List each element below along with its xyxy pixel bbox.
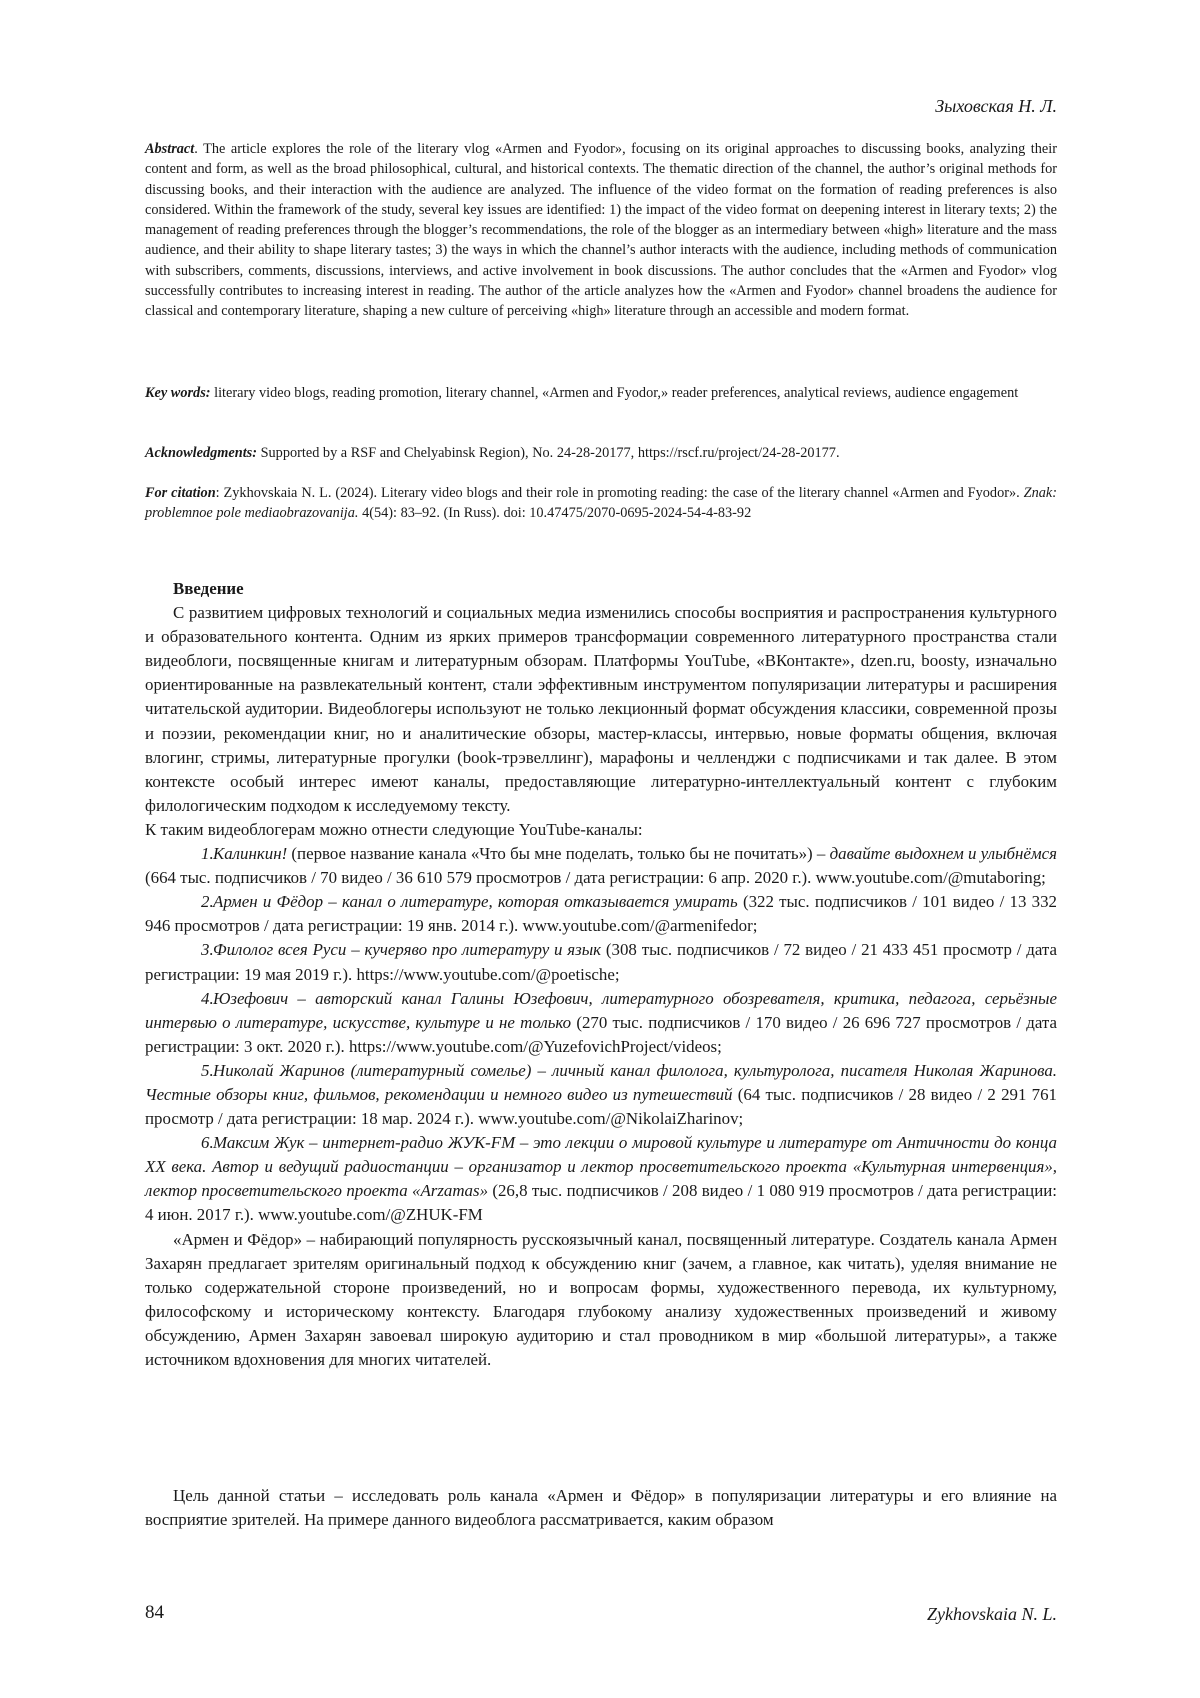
channel-item xyxy=(145,890,1057,938)
main-text xyxy=(145,577,1057,1372)
running-footer-author: Zykhovskaia N. L. xyxy=(927,1604,1057,1624)
channel-details: (322 тыс. подписчиков / 101 видео / 13 332 946 просмотров / дата регистрации: 19 янв. 2014 г.). www.youtube.com/@armenifedor; xyxy=(145,892,1058,936)
channel-subtitle: – давайте выдохнем и улыбнёмся xyxy=(816,844,1058,864)
channel-title: Калинкин! xyxy=(213,844,288,864)
channel-item xyxy=(145,1059,1057,1131)
channel-stats: (664 тыс. подписчиков / 70 видео / 36 610 579 просмотров / дата регистрации: 6 апр. 2020 г.). www.youtube.com/@mutaboring; xyxy=(145,868,1046,888)
citation-text-2: 4(54): 83–92. (In Russ). doi: 10.47475/2070-0695-2024-54-4-83-92 xyxy=(358,505,752,522)
acknowledgments-label: Acknowledgments: xyxy=(145,445,257,461)
channel-list xyxy=(145,842,1057,1228)
channel-details: (64 тыс. подписчиков / 28 видео / 2 291 761 просмотр / дата регистрации: 18 мар. 2024 г.). www.youtube.com/@NikolaiZharinov; xyxy=(145,1084,1058,1129)
section-title: Введение xyxy=(173,579,244,598)
channel-item xyxy=(145,987,1057,1059)
keywords-label: Key words: xyxy=(145,385,211,401)
channel-item xyxy=(145,842,1057,890)
channel-title: Филолог всея Руси – кучеряво про литературу и язык xyxy=(213,940,602,960)
channel-title: Армен и Фёдор – канал о литературе, которая отказывается умирать xyxy=(213,892,738,912)
acknowledgments-text: Supported by a RSF and Chelyabinsk Region), No. 24-28-20177, https://rscf.ru/project/24-28-20177. xyxy=(257,445,840,461)
keywords-text: literary video blogs, reading promotion, literary channel, «Armen and Fyodor,» reader preferences, analytical reviews, audience engagement xyxy=(210,385,1019,401)
channel-number: 5. xyxy=(201,1060,214,1080)
citation-journal: Znak: problemnoe pole mediaobrazovanija. xyxy=(145,485,1057,522)
citation-text-1: : Zykhovskaia N. L. (2024). Literary video blogs and their role in promoting reading: the case of the literary channel «Armen and Fyodor». xyxy=(215,485,1024,501)
channel-title: Николай Жаринов (литературный сомелье) – личный канал филолога, культуролога, писателя Николая Жаринова. Честные обзоры книг, фильмов, рекомендации и немного видео из путешествий xyxy=(145,1060,1057,1104)
channel-details: (270 тыс. подписчиков / 170 видео / 26 696 727 просмотров / дата регистрации: 3 окт. 2020 г.). https://www.youtube.com/@YuzefovichProject/videos; xyxy=(145,1012,1058,1056)
acknowledgments-block xyxy=(145,443,1057,463)
intro-paragraph: С развитием цифровых технологий и социальных медиа изменились способы восприятия и распространения культурного и образовательного контента. Одним из ярких примеров трансформации современного литературного пространства стали видеоблоги, посвященные книгам и литературным обзорам. Платформы YouTube, «ВКонтакте», dzen.ru, boosty, изначально ориентированные на развлекательный контент, стали эффективным инструментом популяризации литературы и расширения читательской аудитории. Видеоблогеры используют не только лекционный формат обсуждения классики, современной прозы и поэзии, рекомендации книг, но и аналитические обзоры, мастер-классы, интервью, новые форматы общения, включая влогинг, стримы, литературные прогулки (book-трэвеллинг), марафоны и челленджи с подписчиками и так далее. В этом контексте особый интерес имеют каналы, предоставляющие литературно-интеллектуальный контент с глубоким филологическим подходом к исследуемому тексту. xyxy=(145,603,1057,815)
channel-number: 6. xyxy=(201,1133,214,1153)
abstract-block xyxy=(145,139,1057,322)
channel-details: (первое название канала «Что бы мне поделать, только бы не почитать») xyxy=(287,844,817,864)
channel-item xyxy=(145,1131,1057,1227)
channel-details: (26,8 тыс. подписчиков / 208 видео / 1 080 919 просмотров / дата регистрации: 4 июн. 2017 г.). www.youtube.com/@ZHUK-FM xyxy=(145,1181,1057,1225)
channel-title: Юзефович – авторский канал Галины Юзефович, литературного обозревателя, критика, педагога, серьёзные интервью о литературе, искусстве, культуре и не только xyxy=(145,988,1057,1032)
channel-number: 2. xyxy=(201,892,214,912)
goal-paragraph: Цель данной статьи – исследовать роль канала «Армен и Фёдор» в популяризации литературы и его влияние на восприятие зрителей. На примере данного видеоблога рассматривается, каким образом xyxy=(145,1486,1057,1530)
abstract-text: . The article explores the role of the literary vlog «Armen and Fyodor», focusing on its original approaches to discussing books, analyzing their content and form, as well as the broad philosophical, cultural, and historical contexts. The thematic direction of the channel, the author’s original methods for discussing books, and their interaction with the audience are analyzed. The influence of the video format on the formation of reading preferences is also considered. Within the framework of the study, several key issues are identified: 1) the impact of the video format on deepening interest in literary texts; 2) the management of reading preferences through the blogger’s recommendations, the role of the blogger as an intermediary between «high» literature and the mass audience, and their ability to shape literary tastes; 3) the ways in which the channel’s author interacts with the audience, including methods of communication with subscribers, comments, discussions, interviews, and active involvement in book discussions. The author concludes that the «Armen and Fyodor» vlog successfully contributes to increasing interest in reading. The author of the article analyzes how the «Armen and Fyodor» channel broadens the audience for classical and contemporary literature, shaping a new culture of perceiving «high» literature through an accessible and modern format. xyxy=(145,141,1057,320)
running-header-author: Зыховская Н. Л. xyxy=(935,96,1057,116)
channel-number: 3. xyxy=(201,940,214,960)
abstract-label: Abstract xyxy=(145,141,195,157)
citation-block xyxy=(145,483,1057,524)
list-lead: К таким видеоблогерам можно отнести следующие YouTube-каналы: xyxy=(145,819,643,839)
citation-label: For citation xyxy=(145,485,216,501)
page-number: 84 xyxy=(145,1602,164,1623)
channel-details: (308 тыс. подписчиков / 72 видео / 21 433 451 просмотр / дата регистрации: 19 мая 2019 г.). https://www.youtube.com/@poetische; xyxy=(145,940,1057,984)
goal-block xyxy=(145,1484,1057,1532)
channel-title: Максим Жук – интернет-радио ЖУК-FM – это лекции о мировой культуре и литературе от Античности до конца XX века. Автор и ведущий радиостанции – организатор и лектор просветительского проекта «Культурная интервенция», лектор просветительского проекта «Arzamas» xyxy=(145,1133,1057,1201)
keywords-block xyxy=(145,383,1057,403)
channel-number: 1. xyxy=(201,844,214,864)
armen-paragraph: «Армен и Фёдор» – набирающий популярность русскоязычный канал, посвященный литературе. Создатель канала Армен Захарян предлагает зрителям оригинальный подход к обсуждению книг (зачем, а главное, как читать), уделяя внимание не только содержательной стороне произведений, но и вопросам формы, художественного перевода, их культурному, философскому и историческому контексту. Благодаря глубокому анализу художественных произведений и живому обсуждению, Армен Захарян завоевал широкую аудиторию и стал проводником в мир «большой литературы», а также источником вдохновения для многих читателей. xyxy=(145,1229,1057,1369)
channel-number: 4. xyxy=(201,988,214,1008)
channel-item xyxy=(145,938,1057,986)
